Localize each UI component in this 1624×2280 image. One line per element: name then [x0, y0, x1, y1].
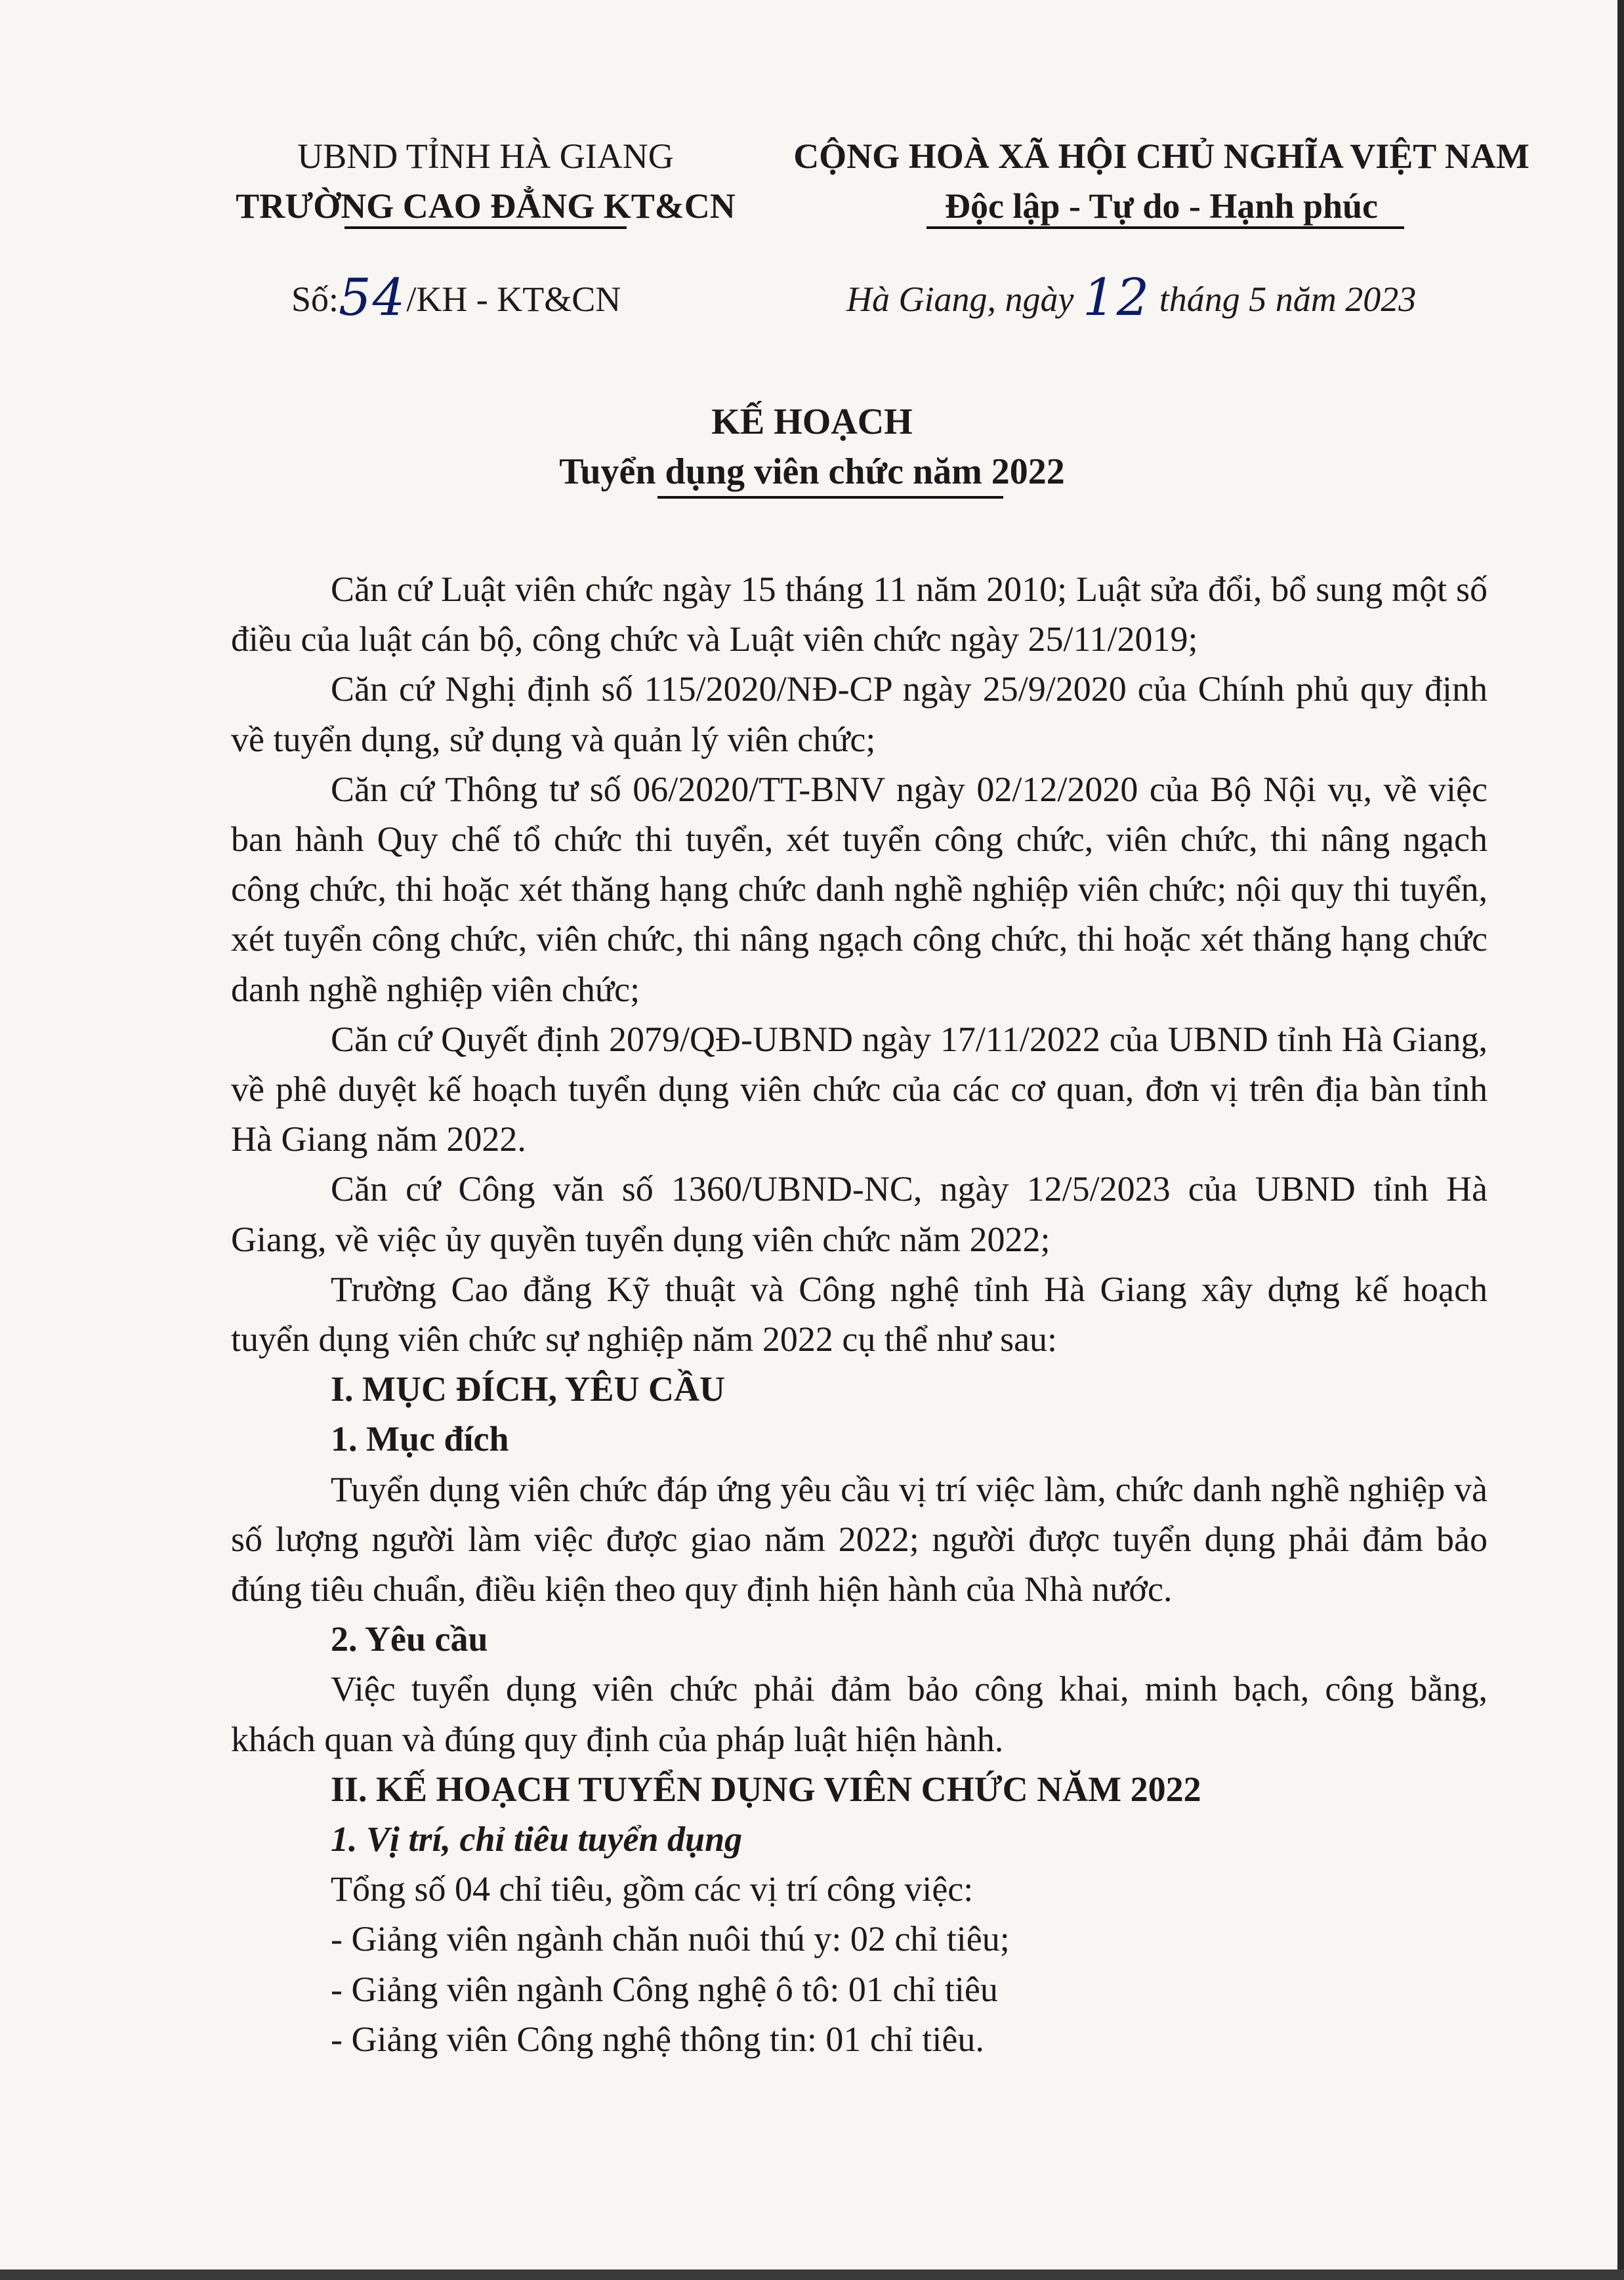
scan-edge-bottom: [0, 2270, 1624, 2280]
title-underline: [657, 496, 1003, 499]
section-heading-2: II. KẾ HOẠCH TUYỂN DỤNG VIÊN CHỨC NĂM 2022: [331, 1769, 1201, 1809]
subsection-positions: 1. Vị trí, chỉ tiêu tuyển dụng: [331, 1819, 743, 1859]
paragraph-intro: Trường Cao đẳng Kỹ thuật và Công nghệ tỉnh Hà Giang xây dựng kế hoạch tuyển dụng viên chức sự nghiệp năm 2022 cụ thể như sau:: [231, 1269, 1488, 1359]
handwritten-number: 54: [339, 268, 407, 327]
document-title: [0, 397, 1624, 497]
date-suffix: tháng 5 năm 2023: [1159, 280, 1417, 319]
subsection-requirements: 2. Yêu cầu: [331, 1619, 488, 1659]
issuer-underline: [344, 226, 627, 229]
date-prefix: Hà Giang, ngày: [846, 280, 1074, 319]
paragraph-requirements: Việc tuyển dụng viên chức phải đảm bảo công khai, minh bạch, công bằng, khách quan và đúng quy định của pháp luật hiện hành.: [231, 1669, 1488, 1759]
section-heading-1: I. MỤC ĐÍCH, YÊU CẦU: [331, 1369, 725, 1409]
list-item: - Giảng viên Công nghệ thông tin: 01 chỉ tiêu.: [331, 2019, 984, 2059]
handwritten-day: 12: [1082, 268, 1151, 327]
paragraph-legal-basis-2: Căn cứ Nghị định số 115/2020/NĐ-CP ngày 25/9/2020 của Chính phủ quy định về tuyển dụng, sử dụng và quản lý viên chức;: [231, 669, 1488, 759]
country-name: CỘNG HOÀ XÃ HỘI CHỦ NGHĨA VIỆT NAM: [793, 136, 1530, 176]
issuer-block: [197, 131, 774, 231]
document-body: [231, 564, 1488, 2064]
paragraph-purpose: Tuyển dụng viên chức đáp ứng yêu cầu vị trí việc làm, chức danh nghề nghiệp và số lượng người làm việc được giao năm 2022; người được tuyển dụng phải đảm bảo đúng tiêu chuẩn, điều kiện theo quy định hiện hành của Nhà nước.: [231, 1469, 1488, 1609]
school-name: TRƯỜNG CAO ĐẲNG KT&CN: [236, 186, 736, 226]
national-motto: Độc lập - Tự do - Hạnh phúc: [944, 186, 1379, 226]
paragraph-total-quota: Tổng số 04 chỉ tiêu, gồm các vị trí công việc:: [331, 1869, 974, 1909]
authority-name: UBND TỈNH HÀ GIANG: [297, 136, 674, 176]
number-prefix: Số:: [291, 280, 339, 319]
paragraph-legal-basis-1: Căn cứ Luật viên chức ngày 15 tháng 11 năm 2010; Luật sửa đổi, bổ sung một số điều của luật cán bộ, công chức và Luật viên chức ngày 25/11/2019;: [231, 570, 1488, 659]
paragraph-legal-basis-3: Căn cứ Thông tư số 06/2020/TT-BNV ngày 02/12/2020 của Bộ Nội vụ, về việc ban hành Quy chế tổ chức thi tuyển, xét tuyển công chức, viên chức, thi nâng ngạch công chức, thi hoặc xét thăng hạng chức danh nghề nghiệp viên chức; nội quy thi tuyển, xét tuyển công chức, viên chức, thi nâng ngạch công chức, thi hoặc xét thăng hạng chức danh nghề nghiệp viên chức;: [231, 769, 1488, 1009]
motto-underline: [927, 226, 1404, 229]
document-number: [291, 268, 621, 327]
title-sub: Tuyển dụng viên chức năm 2022: [559, 451, 1065, 492]
paragraph-legal-basis-4: Căn cứ Quyết định 2079/QĐ-UBND ngày 17/11/2022 của UBND tỉnh Hà Giang, về phê duyệt kế hoạch tuyển dụng viên chức của các cơ quan, đơn vị trên địa bàn tỉnh Hà Giang năm 2022.: [231, 1019, 1488, 1159]
number-suffix: /KH - KT&CN: [406, 280, 621, 319]
paragraph-legal-basis-5: Căn cứ Công văn số 1360/UBND-NC, ngày 12/5/2023 của UBND tỉnh Hà Giang, về việc ủy quyền tuyển dụng viên chức năm 2022;: [231, 1169, 1488, 1259]
scan-edge-right: [1617, 0, 1624, 2280]
subsection-purpose: 1. Mục đích: [331, 1419, 509, 1459]
list-item: - Giảng viên ngành chăn nuôi thú y: 02 chỉ tiêu;: [331, 1919, 1010, 1959]
national-heading: [761, 131, 1562, 231]
issue-date: [846, 268, 1417, 327]
list-item: - Giảng viên ngành Công nghệ ô tô: 01 chỉ tiêu: [331, 1969, 998, 2009]
title-main: KẾ HOẠCH: [711, 402, 913, 442]
